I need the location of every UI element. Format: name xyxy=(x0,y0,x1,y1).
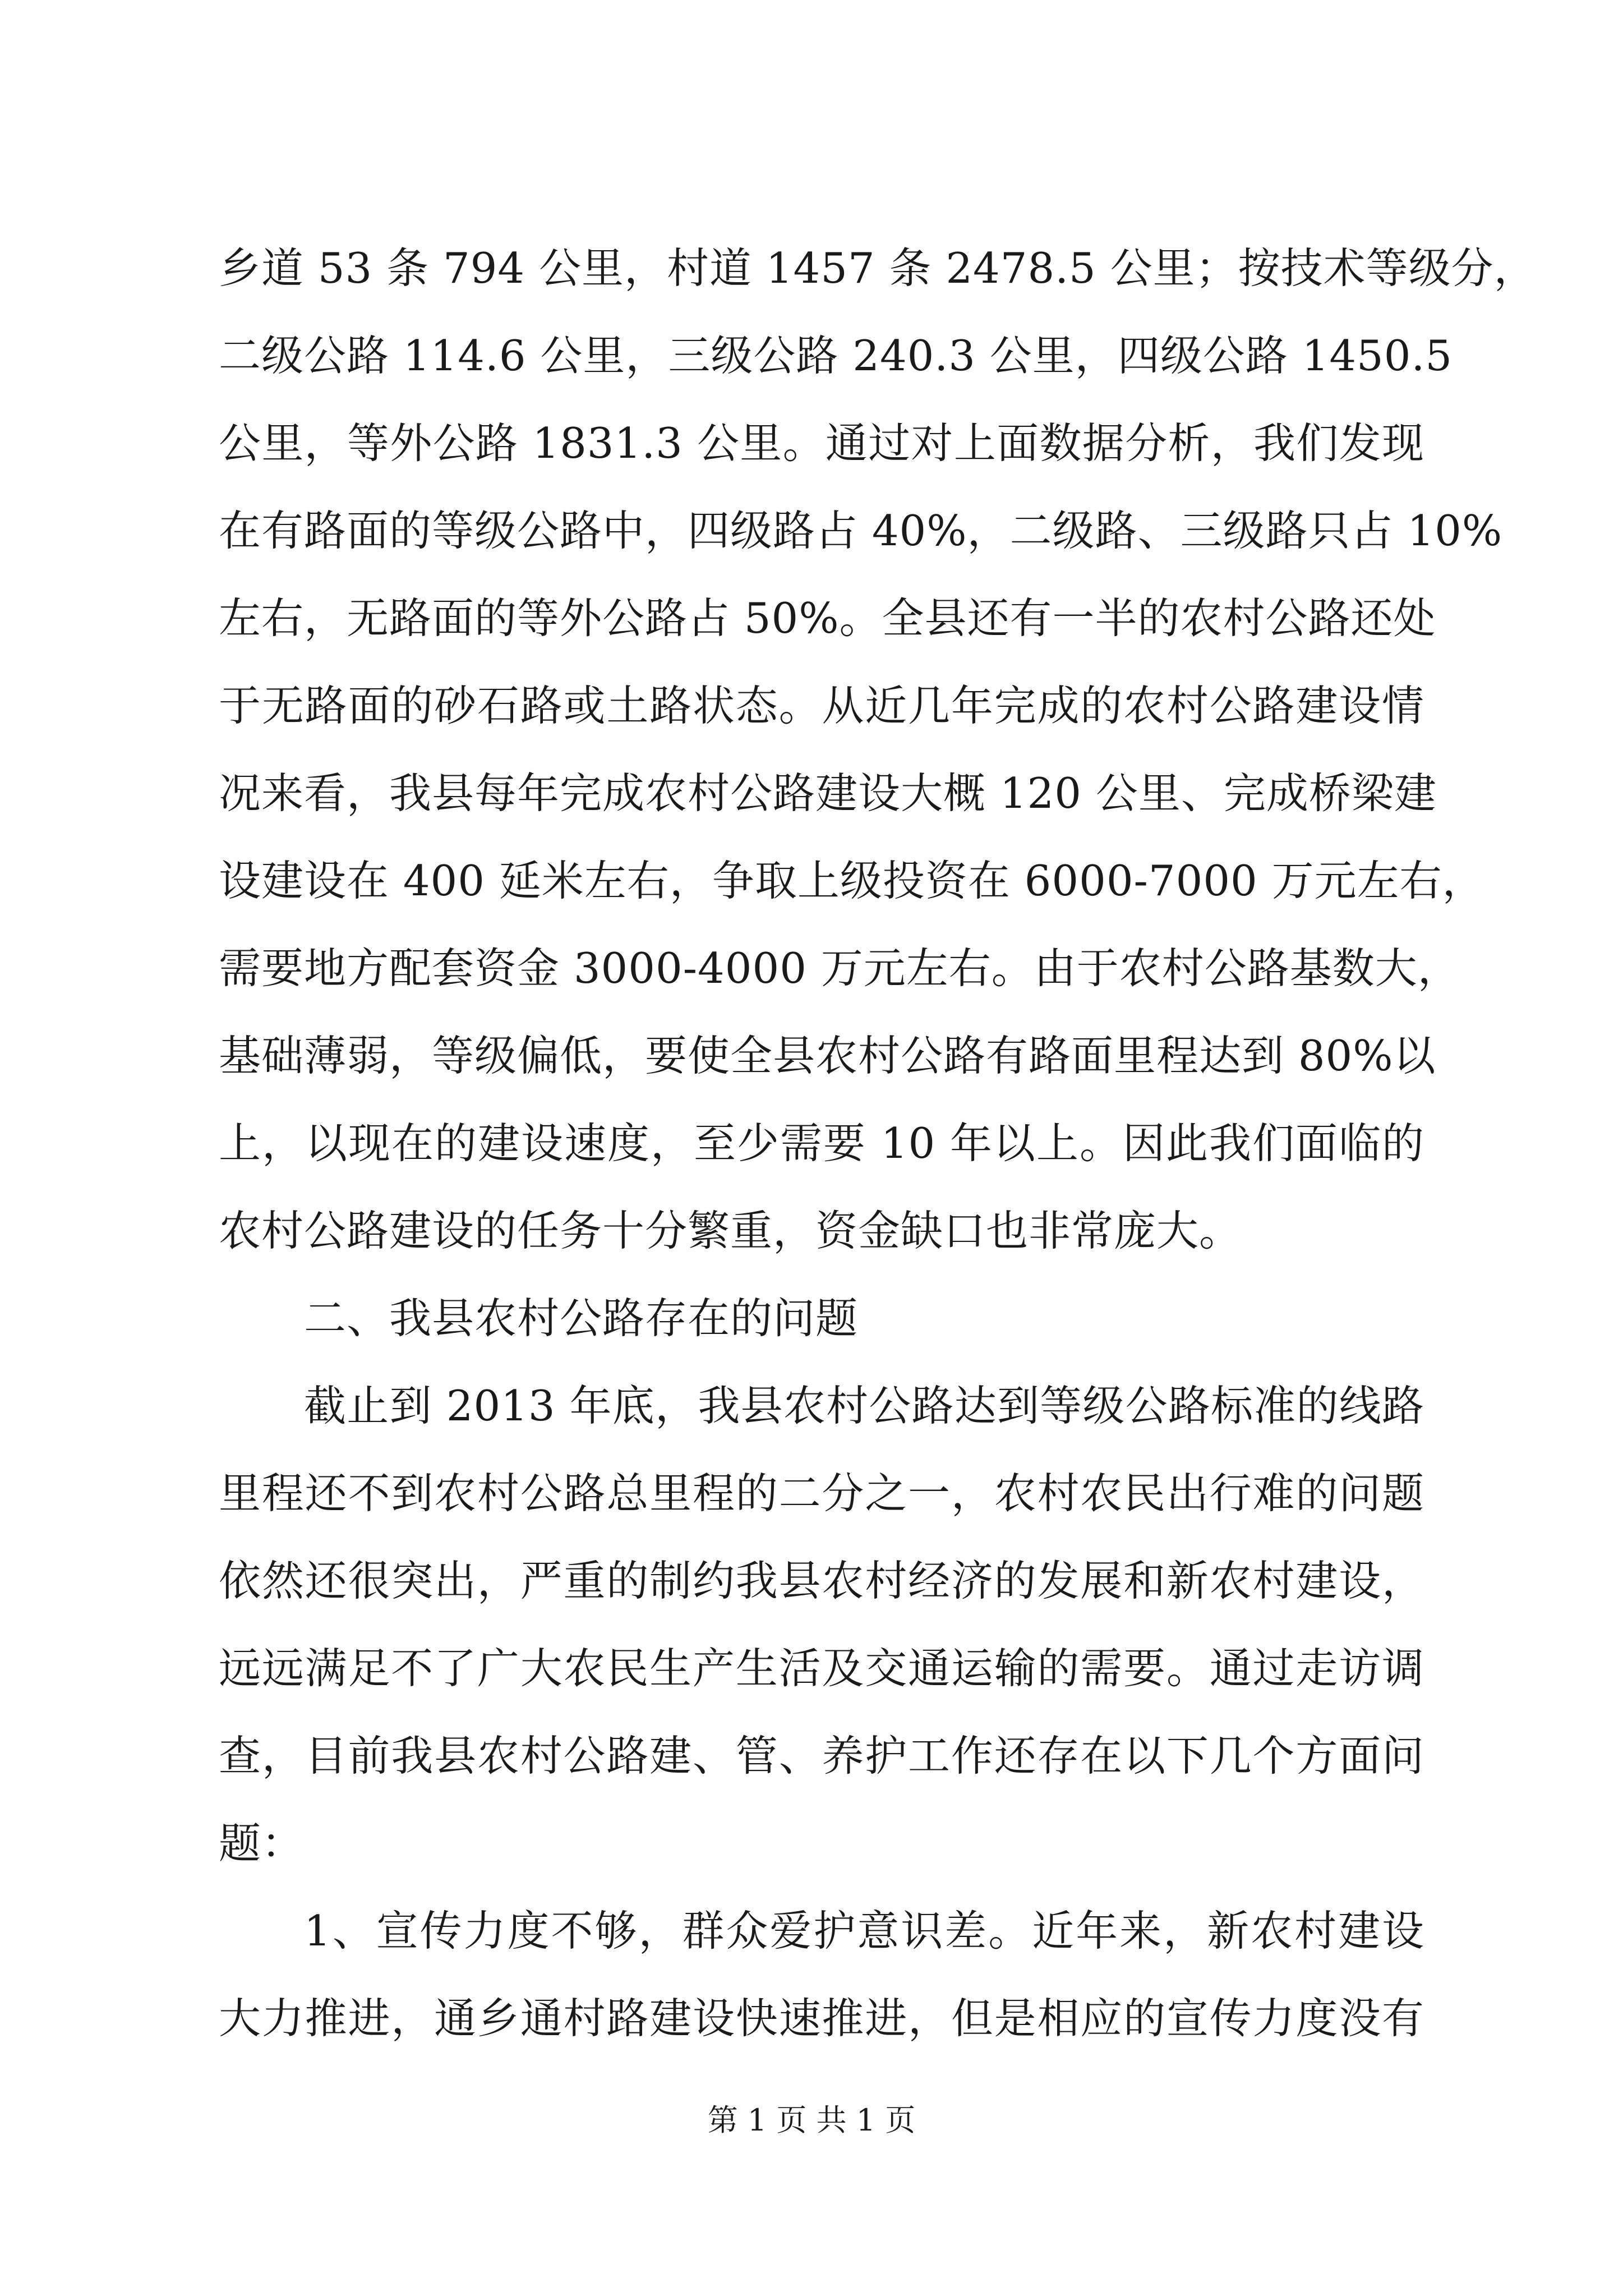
text-line: 依然还很突出，严重的制约我县农村经济的发展和新农村建设， xyxy=(219,1556,1424,1605)
text-line: 题： xyxy=(219,1819,305,1868)
text-line: 在有路面的等级公路中，四级路占 40%，二级路、三级路只占 10% xyxy=(219,506,1503,555)
text-line: 里程还不到农村公路总里程的二分之一，农村农民出行难的问题 xyxy=(219,1469,1424,1518)
text-line: 截止到 2013 年底，我县农村公路达到等级公路标准的线路 xyxy=(304,1381,1424,1430)
text-line: 况来看，我县每年完成农村公路建设大概 120 公里、完成桥梁建 xyxy=(219,769,1437,818)
text-line: 上，以现在的建设速度，至少需要 10 年以上。因此我们面临的 xyxy=(219,1119,1424,1168)
text-line: 设建设在 400 延米左右，争取上级投资在 6000-7000 万元左右， xyxy=(219,856,1485,905)
text-line: 乡道 53 条 794 公里，村道 1457 条 2478.5 公里；按技术等级分， xyxy=(219,243,1537,293)
section-heading: 二、我县农村公路存在的问题 xyxy=(304,1294,859,1343)
text-line: 查，目前我县农村公路建、管、养护工作还存在以下几个方面问 xyxy=(219,1731,1424,1780)
text-line: 左右，无路面的等外公路占 50%。全县还有一半的农村公路还处 xyxy=(219,593,1436,643)
text-line: 农村公路建设的任务十分繁重，资金缺口也非常庞大。 xyxy=(219,1206,1242,1255)
text-line: 远远满足不了广大农民生产生活及交通运输的需要。通过走访调 xyxy=(219,1644,1424,1693)
text-line: 二级公路 114.6 公里，三级公路 240.3 公里，四级公路 1450.5 xyxy=(219,331,1453,380)
text-line: 公里，等外公路 1831.3 公里。通过对上面数据分析，我们发现 xyxy=(219,418,1424,468)
text-line: 于无路面的砂石路或土路状态。从近几年完成的农村公路建设情 xyxy=(219,681,1424,730)
page-footer: 第 1 页 共 1 页 xyxy=(707,2102,916,2138)
text-line: 需要地方配套资金 3000-4000 万元左右。由于农村公路基数大， xyxy=(219,944,1460,993)
body-text xyxy=(219,224,1537,2062)
text-line: 大力推进，通乡通村路建设快速推进，但是相应的宣传力度没有 xyxy=(219,1994,1424,2043)
text-line: 基础薄弱，等级偏低，要使全县农村公路有路面里程达到 80%以 xyxy=(219,1031,1436,1080)
text-line: 1、宣传力度不够，群众爱护意识差。近年来，新农村建设 xyxy=(304,1906,1424,1955)
